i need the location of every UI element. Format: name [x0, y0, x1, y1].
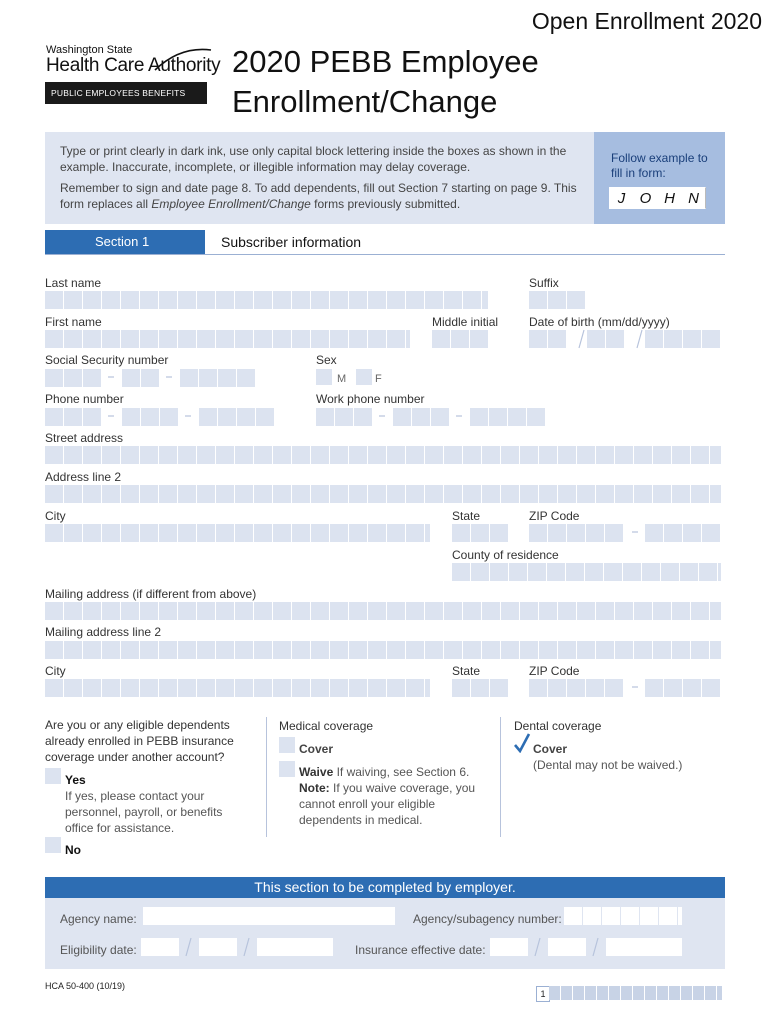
insurance-slash-icons [528, 936, 608, 958]
medical-waive-text [299, 764, 489, 828]
title-line-1: 2020 PEBB Employee [232, 44, 539, 79]
eligibility-year-field[interactable] [257, 938, 333, 956]
mailing-zip-dash-icon [624, 678, 646, 698]
logo-board-bar: PUBLIC EMPLOYEES BENEFITS BOARD [45, 82, 207, 104]
logo-state-text: Washington State [46, 44, 133, 56]
phone-label: Phone number [45, 392, 124, 406]
zip-field[interactable] [529, 524, 624, 542]
ssn-part3-field[interactable] [180, 369, 256, 387]
zip-dash-icon [624, 523, 646, 543]
enrolled-question: Are you or any eligible dependents already enrolled in PEBB insurance coverage under another account? [45, 718, 234, 764]
dental-title: Dental coverage [514, 719, 602, 733]
enrolled-no-label: No [65, 843, 81, 857]
mailing-label: Mailing address (if different from above) [45, 587, 257, 601]
insurance-month-field[interactable] [490, 938, 528, 956]
intro-text [60, 143, 580, 217]
medical-note: If you waive coverage, you cannot enroll your eligible dependents in medical. [299, 781, 476, 827]
enrolled-yes-note: If yes, please contact your personnel, payroll, or benefits office for assistance. [65, 789, 223, 835]
first-name-field[interactable] [45, 330, 410, 348]
city-label: City [45, 509, 66, 523]
enrolled-yes-checkbox[interactable] [45, 768, 61, 784]
page-title [232, 42, 539, 122]
sex-f-label: F [375, 373, 382, 385]
section-divider [45, 254, 725, 255]
intro-p2-start: Remember to sign and date page 8. To add dependents, fill out Section 7 starting on page 9. This form replaces all [60, 181, 577, 211]
work-phone-line-field[interactable] [470, 408, 546, 426]
page-number: 1 [536, 986, 550, 1002]
agency-number-field[interactable] [564, 907, 682, 925]
question-divider [266, 717, 267, 837]
sex-label: Sex [316, 353, 337, 367]
example-letter: J [609, 187, 634, 209]
address2-label: Address line 2 [45, 470, 122, 484]
dob-year-field[interactable] [645, 330, 721, 348]
insurance-year-field[interactable] [606, 938, 682, 956]
state-field[interactable] [452, 524, 509, 542]
street-field[interactable] [45, 446, 721, 464]
medical-note-label: Note: [299, 781, 330, 795]
sex-m-checkbox[interactable] [316, 369, 332, 385]
eligibility-month-field[interactable] [141, 938, 179, 956]
agency-name-field[interactable] [143, 907, 395, 925]
eligibility-date-label: Eligibility date: [60, 943, 137, 957]
work-phone-dash-icons [371, 407, 481, 427]
sex-f-checkbox[interactable] [356, 369, 372, 385]
medical-title: Medical coverage [279, 719, 374, 733]
zip-label: ZIP Code [529, 509, 580, 523]
county-field[interactable] [452, 563, 721, 581]
dob-label: Date of birth (mm/dd/yyyy) [529, 315, 670, 329]
form-id: HCA 50-400 (10/19) [45, 981, 126, 991]
intro-paragraph-1: Type or print clearly in dark ink, use only capital block lettering inside the boxes as shown in the example. Inaccurate, incomplete, or illegible information may delay coverage. [60, 144, 567, 174]
ssn-dash-icons [100, 368, 190, 388]
example-letter: N [681, 187, 706, 209]
logo-swoosh-icon [145, 44, 215, 74]
medical-waive-note: If waiving, see Section 6. [333, 765, 470, 779]
last-name-label: Last name [45, 276, 102, 290]
last-name-field[interactable] [45, 291, 488, 309]
question-divider-2 [500, 717, 501, 837]
dob-slash-icons [567, 328, 647, 350]
mailing-state-field[interactable] [452, 679, 509, 697]
enrolled-no-checkbox[interactable] [45, 837, 61, 853]
medical-waive-checkbox[interactable] [279, 761, 295, 777]
county-label: County of residence [452, 548, 559, 562]
logo-agency-name: Health Care Authority [46, 55, 221, 76]
mailing-zip-field[interactable] [529, 679, 624, 697]
phone-line-field[interactable] [199, 408, 275, 426]
example-letter: H [657, 187, 682, 209]
mailing-field[interactable] [45, 602, 721, 620]
eligibility-slash-icons [179, 936, 259, 958]
agency-name-label: Agency name: [60, 912, 137, 926]
example-label: Follow example to fill in form: [611, 151, 708, 180]
suffix-field[interactable] [529, 291, 586, 309]
page-id-field[interactable] [549, 986, 722, 1000]
street-label: Street address [45, 431, 124, 445]
dental-note: (Dental may not be waived.) [533, 758, 683, 772]
zip-plus4-field[interactable] [645, 524, 721, 542]
mailing-zip-plus4-field[interactable] [645, 679, 721, 697]
mailing2-label: Mailing address line 2 [45, 625, 162, 639]
phone-dash-icons [100, 407, 210, 427]
ssn-part1-field[interactable] [45, 369, 102, 387]
mailing-city-label: City [45, 664, 66, 678]
suffix-label: Suffix [529, 276, 559, 290]
insurance-date-label: Insurance effective date: [355, 943, 486, 957]
first-name-label: First name [45, 315, 102, 329]
work-phone-label: Work phone number [316, 392, 425, 406]
checkmark-icon [513, 733, 531, 753]
section-tab: Section 1 [45, 230, 205, 254]
mailing-zip-label: ZIP Code [529, 664, 580, 678]
agency-number-label: Agency/subagency number: [413, 912, 562, 926]
title-line-2: Enrollment/Change [232, 84, 498, 119]
medical-cover-label: Cover [299, 742, 334, 756]
phone-area-field[interactable] [45, 408, 102, 426]
dental-cover-label: Cover [533, 742, 568, 756]
open-enrollment-tag: Open Enrollment 2020 [531, 8, 762, 34]
middle-initial-field[interactable] [432, 330, 489, 348]
employer-section-heading: This section to be completed by employer. [45, 877, 725, 898]
intro-paragraph-2 [60, 180, 580, 212]
mailing2-field[interactable] [45, 641, 721, 659]
section-title: Subscriber information [221, 234, 362, 250]
state-label: State [452, 509, 481, 523]
sex-m-label: M [337, 373, 347, 385]
mailing-city-field[interactable] [45, 679, 430, 697]
mailing-state-label: State [452, 664, 481, 678]
medical-cover-checkbox[interactable] [279, 737, 295, 753]
enrolled-yes-label: Yes [65, 773, 86, 787]
medical-waive-label: Waive [299, 765, 334, 779]
dob-month-field[interactable] [529, 330, 567, 348]
intro-p2-end: forms previously submitted. [310, 197, 461, 211]
ssn-label: Social Security number [45, 353, 169, 367]
city-field[interactable] [45, 524, 430, 542]
address2-field[interactable] [45, 485, 721, 503]
middle-initial-label: Middle initial [432, 315, 499, 329]
intro-p2-form-name: Employee Enrollment/Change [151, 197, 311, 211]
work-phone-area-field[interactable] [316, 408, 373, 426]
example-letter: O [633, 187, 658, 209]
dental-cover-checkbox[interactable] [513, 737, 529, 753]
example-letter-boxes [609, 187, 705, 209]
